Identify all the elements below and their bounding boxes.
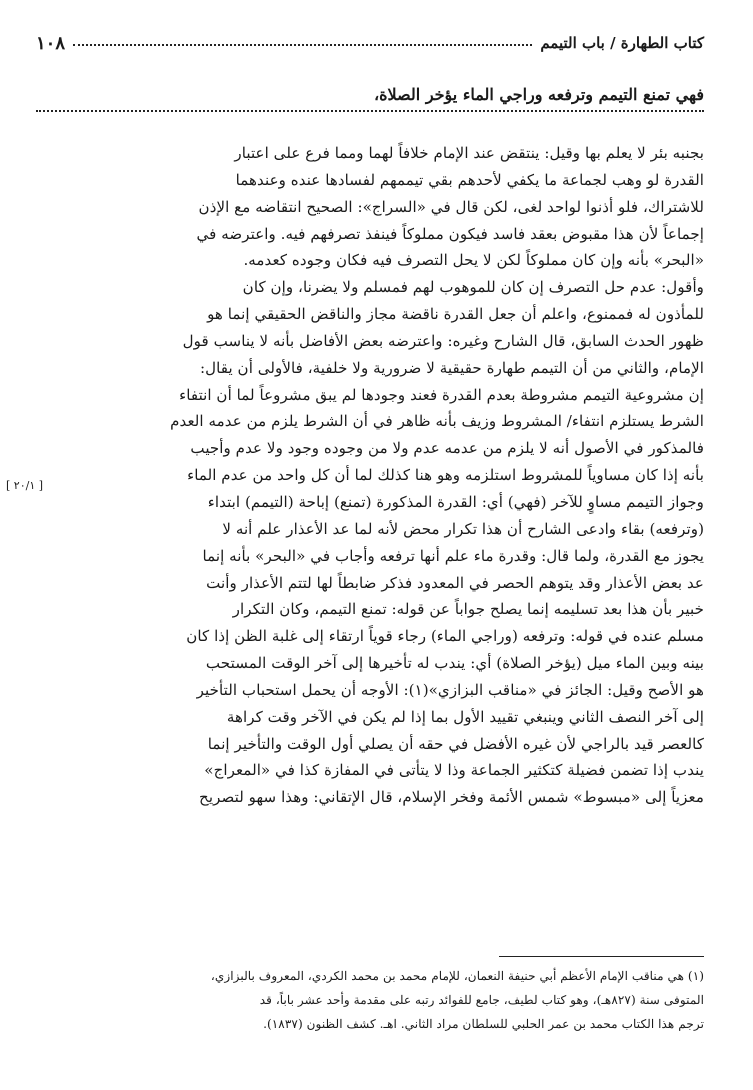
matn-text: فهي تمنع التيمم وترفعه وراجي الماء يؤخر الصلاة، xyxy=(373,85,704,104)
text-line: إجماعاً لأن هذا مقبوض بعقد فاسد فيكون مملوكاً فينفذ تصرفهم فيه. واعترضه في xyxy=(196,224,704,243)
text-line: وأقول: عدم حل التصرف إن كان للموهوب لهم فمسلم ولا يضرنا، وإن كان xyxy=(242,278,704,297)
text-line: هو الأصح وقيل: الجائز في «مناقب البزازي»(١): الأوجه أن يحمل استحباب التأخير xyxy=(196,680,704,699)
text-line: إلى آخر النصف الثاني وينبغي تقييد الأول بما إذا لم يكن في الآخر وقت كراهة xyxy=(226,707,704,726)
text-line: كالعصر قيد بالراجي لأن غيره الأفضل في حقه أن يصلي أول الوقت والتأخير إنما xyxy=(207,734,704,753)
page-number: ١٠٨ xyxy=(36,32,66,54)
commentary-text xyxy=(36,140,704,811)
book-page xyxy=(6,18,704,1078)
text-line: الشرط يستلزم انتفاء/ المشروط وزيف بأنه ظاهر في أن الشرط يلزم من عدمه العدم xyxy=(170,412,704,431)
matn-dotted-rule xyxy=(36,110,704,112)
text-line: ظهور الحدث السابق، قال الشارح وغيره: واعترضه بعض الأفاضل بأنه لا يناسب قول xyxy=(182,331,704,350)
text-line: بجنبه بئر لا يعلم بها وقيل: ينتقض عند الإمام خلافاً لهما ومما فرع على اعتبار xyxy=(234,144,704,162)
text-line: بأنه إذا كان مساوياً للمشروط استلزمه وهو هنا كذلك لما أن كل واحد من عدم الماء xyxy=(187,466,704,485)
text-line: فالمذكور في الأصول أنه لا يلزم من عدمه عدم ولا من وجوده وجود ولا عدم وأجيب xyxy=(190,439,704,458)
text-line: معزياً إلى «مبسوط» شمس الأئمة وفخر الإسلام، قال الإتقاني: وهذا سهو لتصريح xyxy=(199,788,704,807)
footnote-line: المتوفى سنة (٨٢٧هـ)، وهو كتاب لطيف، جامع للفوائد رتبه على مقدمة وأحد عشر باباً، قد xyxy=(259,993,704,1007)
text-line: عد بعض الأعذار وقد يتوهم الحصر في المعدود فذكر ضابطاً لها لتتم الأعذار وأنت xyxy=(206,573,704,592)
footnotes xyxy=(36,964,704,1036)
footnote-separator xyxy=(499,956,704,957)
running-title: كتاب الطهارة / باب التيمم xyxy=(540,34,704,52)
text-line: للاشتراك، فلو أذنوا لواحد لغى، لكن قال في «السراج»: الصحيح انتقاضه مع الإذن xyxy=(198,197,704,216)
text-line: بينه وبين الماء ميل (يؤخر الصلاة) أي: يندب له تأخيرها إلى آخر الوقت المستحب xyxy=(205,654,704,673)
text-line: مسلم عنده في قوله: وترفعه (وراجي الماء) رجاء قوياً ارتقاء إلى غلبة الظن إذا كان xyxy=(186,627,704,646)
text-line: للمأذون له فممنوع، واعلم أن جعل القدرة ناقضة مجاز والناقض الحقيقي إنما هو xyxy=(207,305,704,324)
text-line: (وترفعه) بقاء وادعى الشارح أن هذا تكرار محض لأنه لما عد الأعذار علم أنه لا xyxy=(222,519,704,538)
margin-folio-marker: [ ٢٠/١ ] xyxy=(6,479,44,492)
matn-block xyxy=(36,82,704,112)
text-line: وجواز التيمم مساوٍ للآخر (فهي) أي: القدرة المذكورة (تمنع) إباحة (التيمم) ابتداء xyxy=(207,492,704,511)
footnote-line: ترجم هذا الكتاب محمد بن عمر الحلبي للسلطان مراد الثاني. اهـ. كشف الظنون (١٨٣٧). xyxy=(263,1017,704,1031)
text-line: «البحر» بأنه وإن كان مملوكاً لكن لا يحل التصرف فيه فكان وجوده كعدمه. xyxy=(243,251,704,270)
text-line: إن مشروعية التيمم مشروطة بعدم القدرة فعند وجودها لم يبق مشروعاً لما أن انتفاء xyxy=(179,385,704,404)
text-line: يندب إذا تضمن فضيلة كتكثير الجماعة وذا لا يتأتى في المفازة كذا في «المعراج» xyxy=(204,761,704,780)
header-dotted-rule xyxy=(73,44,532,46)
text-line: يجوز مع القدرة، ولما قال: وقدرة ماء علم أنها ترفعه وأجاب في «البحر» بأنه إنما xyxy=(202,546,704,565)
text-line: القدرة لو وهب لجماعة ما يكفي لأحدهم بقي تيممهم لفسادها عنده وعندهما xyxy=(235,170,704,189)
footnote-line: (١) هي مناقب الإمام الأعظم أبي حنيفة النعمان، للإمام محمد بن محمد الكردي، المعروف بالبزازي، xyxy=(210,969,704,983)
page-header xyxy=(36,30,704,56)
text-line: خبير بأن هذا بعد تسليمه إنما يصلح جواباً عن قوله: تمنع التيمم، وكان التكرار xyxy=(232,600,704,619)
text-line: الإمام، والثاني من أن التيمم طهارة حقيقية لا ضرورية ولا خلفية، فالأولى أن يقال: xyxy=(200,358,704,377)
